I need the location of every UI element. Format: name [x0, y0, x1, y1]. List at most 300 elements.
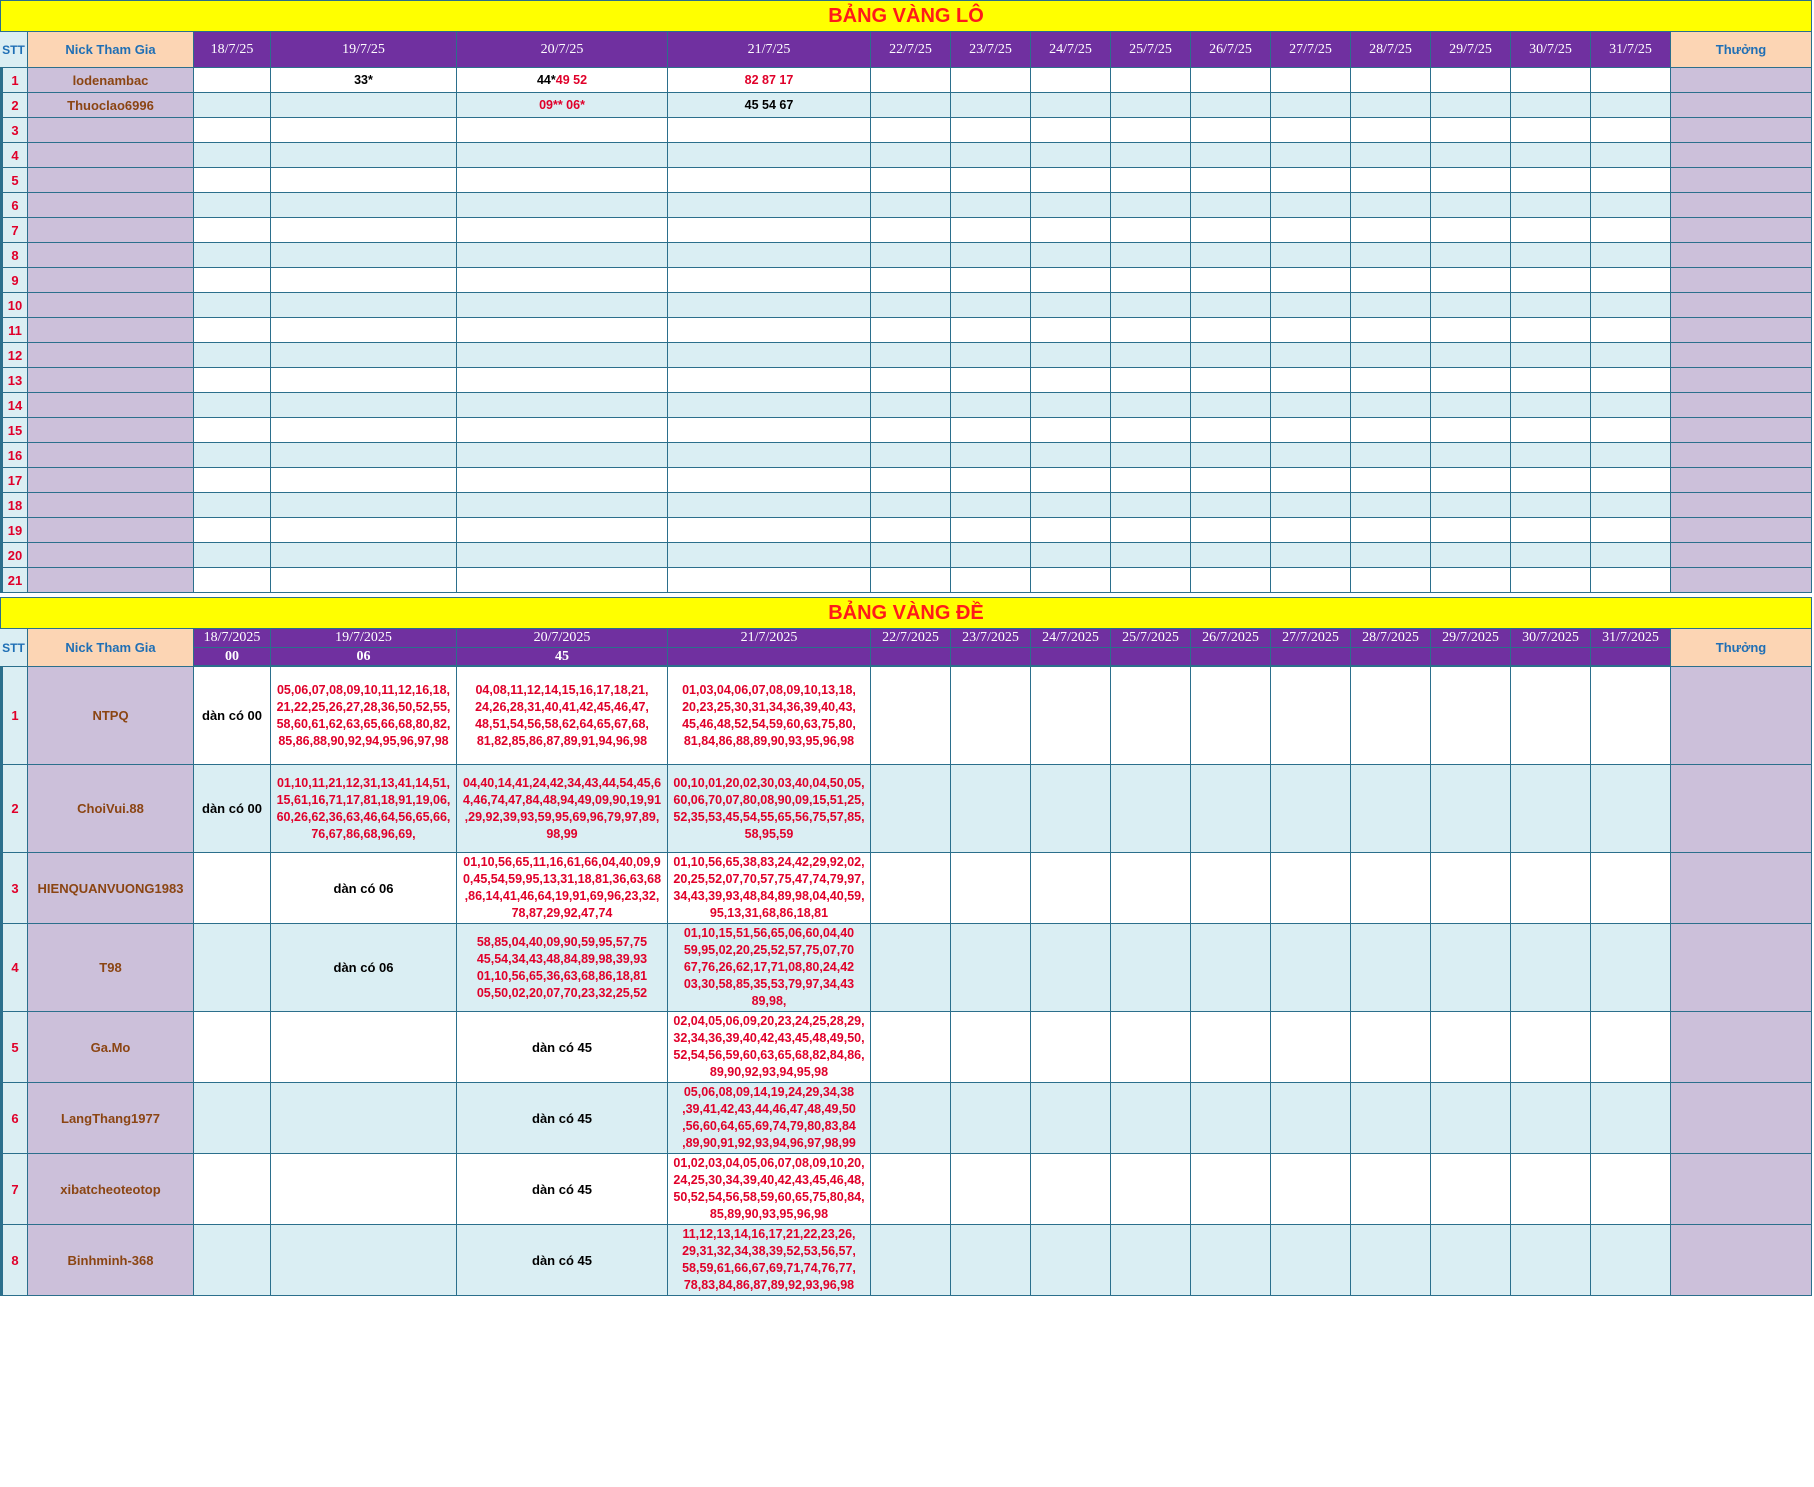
lo-cell[interactable] — [668, 218, 871, 243]
lo-cell[interactable] — [1031, 318, 1111, 343]
de-cell[interactable] — [1431, 765, 1511, 853]
lo-cell[interactable] — [871, 318, 951, 343]
lo-cell[interactable] — [1351, 518, 1431, 543]
lo-cell[interactable] — [1511, 343, 1591, 368]
de-cell[interactable] — [1191, 1012, 1271, 1083]
lo-cell[interactable] — [1591, 243, 1671, 268]
lo-row-nick[interactable]: lodenambac — [28, 68, 194, 93]
lo-cell[interactable] — [1031, 68, 1111, 93]
lo-cell[interactable] — [668, 493, 871, 518]
lo-cell[interactable] — [1431, 143, 1511, 168]
de-row-nick[interactable]: Ga.Mo — [28, 1012, 194, 1083]
lo-cell[interactable] — [668, 468, 871, 493]
de-cell[interactable] — [871, 1012, 951, 1083]
lo-cell[interactable] — [1111, 493, 1191, 518]
lo-cell[interactable] — [194, 393, 271, 418]
lo-cell[interactable] — [1191, 493, 1271, 518]
de-cell[interactable] — [1271, 924, 1351, 1012]
lo-cell[interactable] — [1351, 243, 1431, 268]
de-cell[interactable]: 04,08,11,12,14,15,16,17,18,21, 24,26,28,31,40,41,42,45,46,47, 48,51,54,56,58,62,64,65,67,68, 81,82,85,86,87,89,91,94,96,98 — [457, 667, 668, 765]
lo-cell[interactable] — [1351, 318, 1431, 343]
de-cell[interactable] — [1511, 1154, 1591, 1225]
lo-row-nick[interactable] — [28, 268, 194, 293]
lo-cell[interactable] — [271, 443, 457, 468]
lo-cell[interactable] — [1591, 468, 1671, 493]
lo-cell[interactable] — [1111, 568, 1191, 593]
lo-cell[interactable] — [1031, 568, 1111, 593]
lo-cell[interactable] — [871, 68, 951, 93]
de-cell[interactable]: 05,06,08,09,14,19,24,29,34,38 ,39,41,42,43,44,46,47,48,49,50 ,56,60,64,65,69,74,79,80,83,84 ,89,90,91,92,93,94,96,97,98,99 — [668, 1083, 871, 1154]
lo-cell[interactable] — [1591, 318, 1671, 343]
de-cell[interactable] — [1351, 1225, 1431, 1296]
de-cell[interactable] — [1591, 765, 1671, 853]
lo-cell[interactable] — [1431, 293, 1511, 318]
de-cell[interactable]: dàn có 45 — [457, 1154, 668, 1225]
lo-cell[interactable] — [1191, 393, 1271, 418]
de-cell[interactable] — [1111, 1012, 1191, 1083]
lo-cell[interactable] — [1511, 168, 1591, 193]
lo-cell[interactable] — [1431, 218, 1511, 243]
lo-cell[interactable] — [1511, 93, 1591, 118]
lo-cell[interactable] — [194, 93, 271, 118]
lo-cell[interactable] — [1031, 418, 1111, 443]
lo-cell[interactable] — [1511, 518, 1591, 543]
de-cell[interactable] — [1591, 667, 1671, 765]
lo-cell[interactable] — [1351, 68, 1431, 93]
lo-cell[interactable] — [1271, 143, 1351, 168]
lo-cell[interactable] — [951, 493, 1031, 518]
lo-row-nick[interactable] — [28, 543, 194, 568]
de-cell[interactable] — [951, 1154, 1031, 1225]
lo-cell[interactable] — [668, 518, 871, 543]
de-cell[interactable] — [1431, 924, 1511, 1012]
de-cell[interactable] — [194, 1012, 271, 1083]
de-cell[interactable] — [1111, 765, 1191, 853]
de-cell[interactable] — [194, 1154, 271, 1225]
lo-cell[interactable] — [1351, 418, 1431, 443]
de-cell[interactable] — [1191, 765, 1271, 853]
lo-cell[interactable] — [871, 418, 951, 443]
de-cell[interactable] — [951, 667, 1031, 765]
lo-cell[interactable] — [951, 393, 1031, 418]
de-cell[interactable] — [1191, 667, 1271, 765]
lo-cell[interactable] — [951, 293, 1031, 318]
de-cell[interactable]: 01,10,15,51,56,65,06,60,04,40 59,95,02,20,25,52,57,75,07,70 67,76,26,62,17,71,08,80,24,42 03,30,58,85,35,53,79,97,34,43 89,98, — [668, 924, 871, 1012]
de-cell[interactable] — [1271, 853, 1351, 924]
lo-cell[interactable] — [871, 193, 951, 218]
de-cell[interactable] — [1191, 853, 1271, 924]
lo-cell[interactable] — [871, 518, 951, 543]
lo-cell[interactable] — [668, 568, 871, 593]
lo-cell[interactable] — [1511, 493, 1591, 518]
de-cell[interactable] — [871, 1225, 951, 1296]
lo-cell[interactable] — [271, 293, 457, 318]
lo-row-nick[interactable] — [28, 368, 194, 393]
lo-cell[interactable] — [668, 168, 871, 193]
lo-cell[interactable] — [1351, 218, 1431, 243]
de-cell[interactable] — [1031, 1083, 1111, 1154]
lo-cell[interactable] — [1351, 168, 1431, 193]
lo-cell[interactable] — [1271, 368, 1351, 393]
lo-cell[interactable] — [1031, 243, 1111, 268]
de-cell[interactable] — [1031, 924, 1111, 1012]
lo-cell[interactable] — [1191, 543, 1271, 568]
lo-cell[interactable] — [1271, 568, 1351, 593]
de-cell[interactable] — [1271, 1083, 1351, 1154]
lo-cell[interactable] — [1031, 143, 1111, 168]
lo-cell[interactable] — [668, 118, 871, 143]
lo-cell[interactable] — [1431, 368, 1511, 393]
lo-cell[interactable] — [1191, 518, 1271, 543]
lo-cell[interactable] — [1591, 493, 1671, 518]
lo-cell[interactable] — [1031, 368, 1111, 393]
de-cell[interactable] — [1111, 853, 1191, 924]
lo-cell[interactable] — [271, 93, 457, 118]
lo-cell[interactable] — [871, 468, 951, 493]
lo-cell[interactable] — [457, 468, 668, 493]
lo-cell[interactable] — [271, 568, 457, 593]
lo-cell[interactable] — [951, 343, 1031, 368]
lo-cell[interactable] — [668, 143, 871, 168]
lo-cell[interactable] — [871, 168, 951, 193]
lo-cell[interactable] — [1191, 343, 1271, 368]
lo-cell[interactable] — [194, 493, 271, 518]
de-cell[interactable] — [194, 853, 271, 924]
lo-cell[interactable] — [1431, 543, 1511, 568]
lo-row-nick[interactable] — [28, 343, 194, 368]
de-cell[interactable] — [194, 1225, 271, 1296]
de-cell[interactable] — [271, 1225, 457, 1296]
lo-cell[interactable] — [1271, 343, 1351, 368]
lo-cell[interactable] — [1191, 368, 1271, 393]
lo-cell[interactable] — [1111, 68, 1191, 93]
lo-cell[interactable] — [271, 143, 457, 168]
de-cell[interactable]: dàn có 00 — [194, 765, 271, 853]
lo-row-nick[interactable] — [28, 193, 194, 218]
lo-cell[interactable] — [271, 268, 457, 293]
de-cell[interactable] — [1351, 1012, 1431, 1083]
de-cell[interactable] — [1111, 1225, 1191, 1296]
lo-cell[interactable] — [668, 93, 871, 118]
lo-cell[interactable] — [457, 393, 668, 418]
lo-cell[interactable] — [1191, 93, 1271, 118]
de-cell[interactable] — [1191, 1154, 1271, 1225]
lo-cell[interactable] — [951, 193, 1031, 218]
de-cell[interactable] — [1271, 765, 1351, 853]
lo-cell[interactable] — [1591, 268, 1671, 293]
lo-cell[interactable] — [1111, 318, 1191, 343]
de-cell[interactable] — [1031, 667, 1111, 765]
lo-cell[interactable] — [457, 218, 668, 243]
de-cell[interactable]: 02,04,05,06,09,20,23,24,25,28,29, 32,34,36,39,40,42,43,45,48,49,50, 52,54,56,59,60,63,65,68,82,84,86, 89,90,92,93,94,95,98 — [668, 1012, 871, 1083]
lo-cell[interactable] — [457, 568, 668, 593]
de-cell[interactable]: dàn có 45 — [457, 1012, 668, 1083]
lo-cell[interactable] — [1031, 193, 1111, 218]
lo-cell[interactable] — [194, 193, 271, 218]
lo-row-nick[interactable] — [28, 568, 194, 593]
lo-cell[interactable] — [457, 368, 668, 393]
lo-cell[interactable] — [1271, 293, 1351, 318]
lo-cell[interactable] — [457, 518, 668, 543]
lo-cell[interactable] — [1351, 118, 1431, 143]
lo-cell[interactable] — [271, 393, 457, 418]
de-cell[interactable] — [1351, 1083, 1431, 1154]
de-row-nick[interactable]: T98 — [28, 924, 194, 1012]
de-cell[interactable] — [1591, 1154, 1671, 1225]
lo-cell[interactable] — [271, 368, 457, 393]
lo-cell[interactable] — [271, 318, 457, 343]
lo-cell[interactable] — [668, 543, 871, 568]
lo-cell[interactable] — [194, 443, 271, 468]
lo-cell[interactable] — [668, 243, 871, 268]
de-cell[interactable] — [194, 924, 271, 1012]
de-cell[interactable] — [1591, 1012, 1671, 1083]
de-cell[interactable] — [1351, 924, 1431, 1012]
de-cell[interactable] — [1271, 1012, 1351, 1083]
lo-cell[interactable] — [1511, 543, 1591, 568]
de-cell[interactable]: 01,10,11,21,12,31,13,41,14,51, 15,61,16,71,17,81,18,91,19,06, 60,26,62,36,63,46,64,56,65,66, 76,67,86,68,96,69, — [271, 765, 457, 853]
de-cell[interactable]: dàn có 45 — [457, 1083, 668, 1154]
lo-cell[interactable] — [1031, 443, 1111, 468]
lo-cell[interactable] — [1271, 268, 1351, 293]
lo-cell[interactable] — [1271, 118, 1351, 143]
de-cell[interactable] — [951, 1225, 1031, 1296]
lo-cell[interactable] — [1031, 518, 1111, 543]
lo-cell[interactable] — [1591, 518, 1671, 543]
lo-cell[interactable] — [1431, 93, 1511, 118]
lo-row-nick[interactable] — [28, 243, 194, 268]
de-cell[interactable]: 01,02,03,04,05,06,07,08,09,10,20, 24,25,30,34,39,40,42,43,45,46,48, 50,52,54,56,58,59,60,65,75,80,84, 85,89,90,93,95,96,98 — [668, 1154, 871, 1225]
lo-cell[interactable] — [1511, 568, 1591, 593]
lo-cell[interactable] — [1111, 468, 1191, 493]
lo-cell[interactable] — [1591, 343, 1671, 368]
lo-cell[interactable] — [1271, 93, 1351, 118]
lo-cell[interactable] — [1351, 368, 1431, 393]
de-row-nick[interactable]: ChoiVui.88 — [28, 765, 194, 853]
lo-cell[interactable] — [194, 343, 271, 368]
lo-cell[interactable] — [668, 68, 871, 93]
de-cell[interactable] — [1511, 1012, 1591, 1083]
lo-cell[interactable] — [1111, 343, 1191, 368]
lo-cell[interactable] — [1351, 493, 1431, 518]
lo-cell[interactable] — [951, 93, 1031, 118]
lo-cell[interactable] — [457, 543, 668, 568]
de-cell[interactable] — [1031, 1225, 1111, 1296]
lo-cell[interactable] — [1351, 293, 1431, 318]
lo-cell[interactable] — [1191, 418, 1271, 443]
de-cell[interactable] — [1511, 853, 1591, 924]
de-cell[interactable] — [1431, 667, 1511, 765]
lo-cell[interactable] — [1111, 218, 1191, 243]
lo-cell[interactable] — [1431, 343, 1511, 368]
lo-cell[interactable] — [668, 193, 871, 218]
lo-cell[interactable] — [1111, 243, 1191, 268]
lo-cell[interactable] — [871, 218, 951, 243]
lo-cell[interactable] — [951, 268, 1031, 293]
lo-cell[interactable] — [194, 418, 271, 443]
de-row-nick[interactable]: Binhminh-368 — [28, 1225, 194, 1296]
de-cell[interactable]: 01,10,56,65,11,16,61,66,04,40,09,9 0,45,54,59,95,13,31,18,81,36,63,68 ,86,14,41,46,64,19,91,69,96,23,32, 78,87,29,92,47,74 — [457, 853, 668, 924]
lo-cell[interactable] — [194, 143, 271, 168]
de-cell[interactable]: 58,85,04,40,09,90,59,95,57,75 45,54,34,43,48,84,89,98,39,93 01,10,56,65,36,63,68,86,18,81 05,50,02,20,07,70,23,32,25,52 — [457, 924, 668, 1012]
lo-cell[interactable] — [1351, 268, 1431, 293]
lo-row-nick[interactable]: Thuoclao6996 — [28, 93, 194, 118]
lo-cell[interactable] — [1591, 218, 1671, 243]
lo-cell[interactable] — [1271, 493, 1351, 518]
de-cell[interactable] — [1031, 1154, 1111, 1225]
lo-cell[interactable] — [1031, 343, 1111, 368]
lo-cell[interactable] — [457, 168, 668, 193]
lo-cell[interactable] — [1031, 218, 1111, 243]
lo-cell[interactable] — [271, 468, 457, 493]
lo-cell[interactable] — [1511, 318, 1591, 343]
de-cell[interactable] — [1511, 765, 1591, 853]
de-cell[interactable]: 01,03,04,06,07,08,09,10,13,18, 20,23,25,30,31,34,36,39,40,43, 45,46,48,52,54,59,60,63,75,80, 81,84,86,88,89,90,93,95,96,98 — [668, 667, 871, 765]
lo-cell[interactable] — [1271, 218, 1351, 243]
lo-cell[interactable] — [1191, 568, 1271, 593]
lo-cell[interactable] — [951, 143, 1031, 168]
lo-row-nick[interactable] — [28, 418, 194, 443]
lo-cell[interactable] — [1191, 68, 1271, 93]
lo-cell[interactable] — [1511, 193, 1591, 218]
lo-cell[interactable] — [194, 118, 271, 143]
de-cell[interactable] — [871, 853, 951, 924]
lo-cell[interactable] — [1591, 93, 1671, 118]
lo-cell[interactable] — [1431, 243, 1511, 268]
lo-cell[interactable] — [1431, 418, 1511, 443]
lo-row-nick[interactable] — [28, 393, 194, 418]
lo-cell[interactable] — [1031, 268, 1111, 293]
lo-row-nick[interactable] — [28, 168, 194, 193]
lo-cell[interactable] — [194, 293, 271, 318]
lo-cell[interactable] — [1111, 518, 1191, 543]
lo-cell[interactable] — [271, 218, 457, 243]
lo-cell[interactable] — [1591, 293, 1671, 318]
lo-cell[interactable] — [871, 493, 951, 518]
de-cell[interactable] — [1111, 1083, 1191, 1154]
lo-cell[interactable] — [457, 268, 668, 293]
lo-cell[interactable] — [1031, 393, 1111, 418]
de-cell[interactable]: 00,10,01,20,02,30,03,40,04,50,05, 60,06,70,07,80,08,90,09,15,51,25, 52,35,53,45,54,55,65,56,75,57,85, 58,95,59 — [668, 765, 871, 853]
lo-cell[interactable] — [1271, 68, 1351, 93]
lo-cell[interactable] — [457, 143, 668, 168]
lo-cell[interactable] — [1511, 393, 1591, 418]
lo-cell[interactable] — [194, 518, 271, 543]
lo-cell[interactable] — [1511, 293, 1591, 318]
de-cell[interactable] — [871, 1154, 951, 1225]
lo-cell[interactable] — [1591, 143, 1671, 168]
de-cell[interactable] — [1191, 1083, 1271, 1154]
lo-cell[interactable] — [271, 68, 457, 93]
lo-row-nick[interactable] — [28, 468, 194, 493]
lo-cell[interactable] — [457, 418, 668, 443]
lo-cell[interactable] — [1351, 193, 1431, 218]
lo-cell[interactable] — [1511, 368, 1591, 393]
lo-cell[interactable] — [194, 468, 271, 493]
de-cell[interactable] — [1351, 667, 1431, 765]
lo-cell[interactable] — [668, 418, 871, 443]
lo-cell[interactable] — [457, 493, 668, 518]
lo-cell[interactable] — [668, 393, 871, 418]
de-cell[interactable] — [871, 1083, 951, 1154]
de-cell[interactable] — [1031, 853, 1111, 924]
lo-cell[interactable] — [271, 168, 457, 193]
lo-cell[interactable] — [1431, 268, 1511, 293]
lo-cell[interactable] — [1031, 118, 1111, 143]
lo-row-nick[interactable] — [28, 318, 194, 343]
lo-cell[interactable] — [457, 443, 668, 468]
lo-row-nick[interactable] — [28, 293, 194, 318]
lo-cell[interactable] — [1591, 543, 1671, 568]
de-cell[interactable] — [1351, 765, 1431, 853]
lo-cell[interactable] — [1111, 168, 1191, 193]
lo-cell[interactable] — [1431, 393, 1511, 418]
lo-cell[interactable] — [1191, 293, 1271, 318]
lo-cell[interactable] — [951, 468, 1031, 493]
lo-cell[interactable] — [1111, 193, 1191, 218]
de-cell[interactable] — [1511, 1225, 1591, 1296]
de-cell[interactable]: dàn có 06 — [271, 853, 457, 924]
lo-cell[interactable] — [1431, 568, 1511, 593]
lo-cell[interactable] — [1351, 393, 1431, 418]
lo-cell[interactable] — [668, 318, 871, 343]
lo-cell[interactable] — [271, 343, 457, 368]
lo-cell[interactable] — [668, 293, 871, 318]
lo-cell[interactable] — [1431, 493, 1511, 518]
de-cell[interactable] — [1431, 1083, 1511, 1154]
lo-cell[interactable] — [1031, 93, 1111, 118]
lo-cell[interactable] — [457, 343, 668, 368]
de-cell[interactable] — [1111, 667, 1191, 765]
lo-cell[interactable] — [1191, 243, 1271, 268]
lo-cell[interactable] — [194, 218, 271, 243]
lo-cell[interactable] — [457, 243, 668, 268]
lo-cell[interactable] — [1271, 418, 1351, 443]
lo-cell[interactable] — [194, 68, 271, 93]
lo-cell[interactable] — [1431, 193, 1511, 218]
lo-cell[interactable] — [1591, 368, 1671, 393]
de-cell[interactable] — [871, 667, 951, 765]
de-cell[interactable] — [1111, 1154, 1191, 1225]
lo-row-nick[interactable] — [28, 493, 194, 518]
de-cell[interactable] — [1031, 1012, 1111, 1083]
lo-cell[interactable] — [1191, 168, 1271, 193]
de-cell[interactable] — [951, 853, 1031, 924]
lo-cell[interactable] — [457, 318, 668, 343]
lo-cell[interactable] — [1111, 268, 1191, 293]
lo-cell[interactable] — [1111, 418, 1191, 443]
lo-cell[interactable] — [871, 368, 951, 393]
lo-cell[interactable] — [1271, 518, 1351, 543]
lo-cell[interactable] — [1111, 543, 1191, 568]
de-cell[interactable] — [1511, 1083, 1591, 1154]
lo-cell[interactable] — [194, 368, 271, 393]
de-cell[interactable] — [1191, 1225, 1271, 1296]
lo-cell[interactable] — [271, 418, 457, 443]
lo-cell[interactable] — [871, 293, 951, 318]
lo-cell[interactable] — [194, 243, 271, 268]
de-cell[interactable] — [1591, 853, 1671, 924]
lo-cell[interactable] — [1351, 568, 1431, 593]
de-cell[interactable]: 04,40,14,41,24,42,34,43,44,54,45,6 4,46,74,47,84,48,94,49,09,90,19,91 ,29,92,39,93,59,95,69,96,79,97,89, 98,99 — [457, 765, 668, 853]
lo-cell[interactable] — [457, 93, 668, 118]
lo-cell[interactable] — [871, 343, 951, 368]
lo-cell[interactable] — [1351, 343, 1431, 368]
lo-cell[interactable] — [1591, 443, 1671, 468]
lo-cell[interactable] — [1591, 393, 1671, 418]
de-cell[interactable] — [1271, 1225, 1351, 1296]
de-cell[interactable] — [1351, 853, 1431, 924]
